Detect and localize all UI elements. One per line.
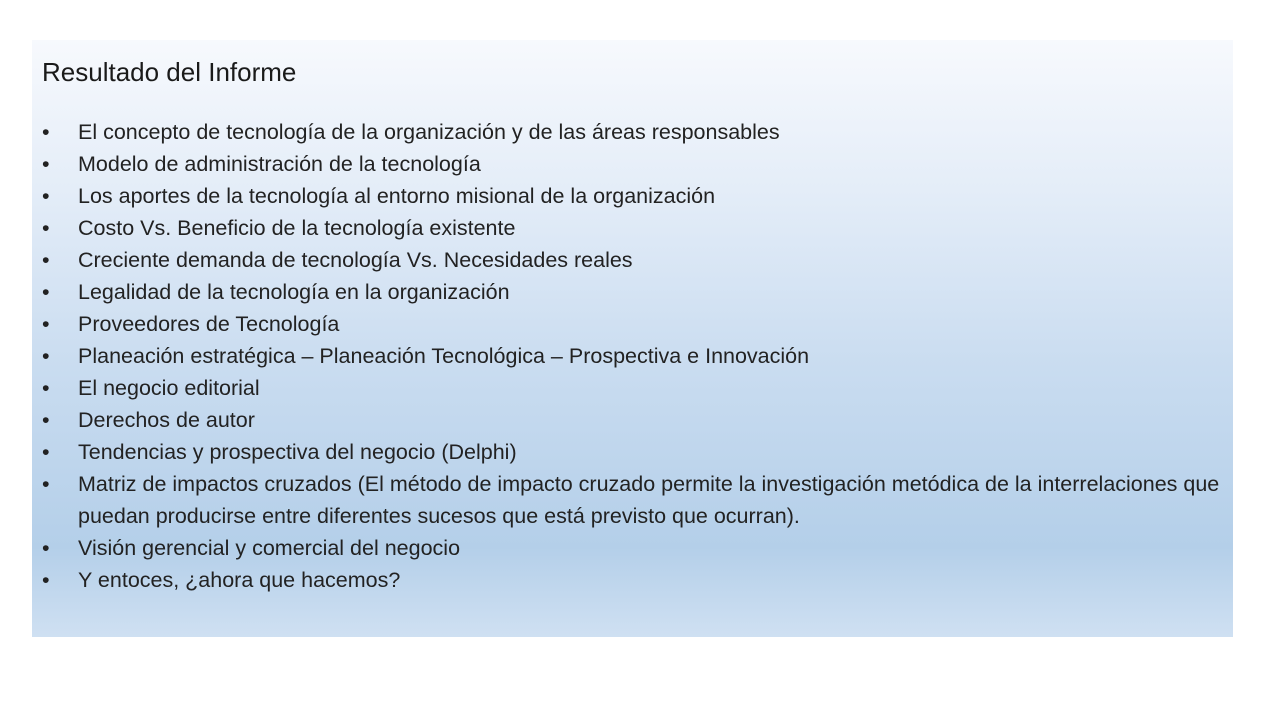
- bullet-dot: •: [42, 536, 50, 560]
- bullet-dot: •: [42, 408, 50, 432]
- bullet-text: El concepto de tecnología de la organización y de las áreas responsables: [78, 120, 780, 144]
- bullet-text: Planeación estratégica – Planeación Tecnológica – Prospectiva e Innovación: [78, 344, 810, 368]
- bullet-dot: •: [42, 248, 50, 272]
- bullet-item: [42, 180, 1221, 212]
- bullet-text: Visión gerencial y comercial del negocio: [78, 536, 461, 560]
- bullet-dot: •: [42, 280, 50, 304]
- bullet-item: [42, 340, 1221, 372]
- bullet-dot: •: [42, 216, 50, 240]
- bullet-item: [42, 468, 1221, 532]
- bullet-item: [42, 244, 1221, 276]
- bullet-text: Los aportes de la tecnología al entorno misional de la organización: [78, 184, 716, 208]
- bullet-item: [42, 404, 1221, 436]
- bullet-text: Proveedores de Tecnología: [78, 312, 340, 336]
- bullet-text: Y entoces, ¿ahora que hacemos?: [78, 568, 401, 592]
- bullet-dot: •: [42, 376, 50, 400]
- bullet-item: [42, 276, 1221, 308]
- bullet-item: [42, 212, 1221, 244]
- bullet-dot: •: [42, 568, 50, 592]
- bullet-item: [42, 116, 1221, 148]
- bullet-text: Legalidad de la tecnología en la organización: [78, 280, 510, 304]
- bullet-dot: •: [42, 184, 50, 208]
- bullet-text: Costo Vs. Beneficio de la tecnología existente: [78, 216, 516, 240]
- bullet-list: [42, 116, 1221, 596]
- bullet-item: [42, 148, 1221, 180]
- bullet-text: Modelo de administración de la tecnología: [78, 152, 481, 176]
- bullet-text: Tendencias y prospectiva del negocio (Delphi): [78, 440, 517, 464]
- bullet-text: Creciente demanda de tecnología Vs. Necesidades reales: [78, 248, 633, 272]
- slide-title: Resultado del Informe: [42, 57, 297, 87]
- bullet-text: Derechos de autor: [78, 408, 255, 432]
- bullet-item: [42, 372, 1221, 404]
- bullet-item: [42, 308, 1221, 340]
- bullet-text: Matriz de impactos cruzados (El método de impacto cruzado permite la investigación metódica de la interrelaciones que puedan producirse entre diferentes sucesos que está previsto que ocurran).: [78, 472, 1220, 528]
- content-panel: [32, 40, 1233, 637]
- bullet-dot: •: [42, 120, 50, 144]
- bullet-text: El negocio editorial: [78, 376, 260, 400]
- bullet-dot: •: [42, 440, 50, 464]
- bullet-item: [42, 564, 1221, 596]
- bullet-dot: •: [42, 312, 50, 336]
- bullet-dot: •: [42, 152, 50, 176]
- bullet-item: [42, 532, 1221, 564]
- bullet-dot: •: [42, 344, 50, 368]
- bullet-dot: •: [42, 472, 50, 496]
- bullet-item: [42, 436, 1221, 468]
